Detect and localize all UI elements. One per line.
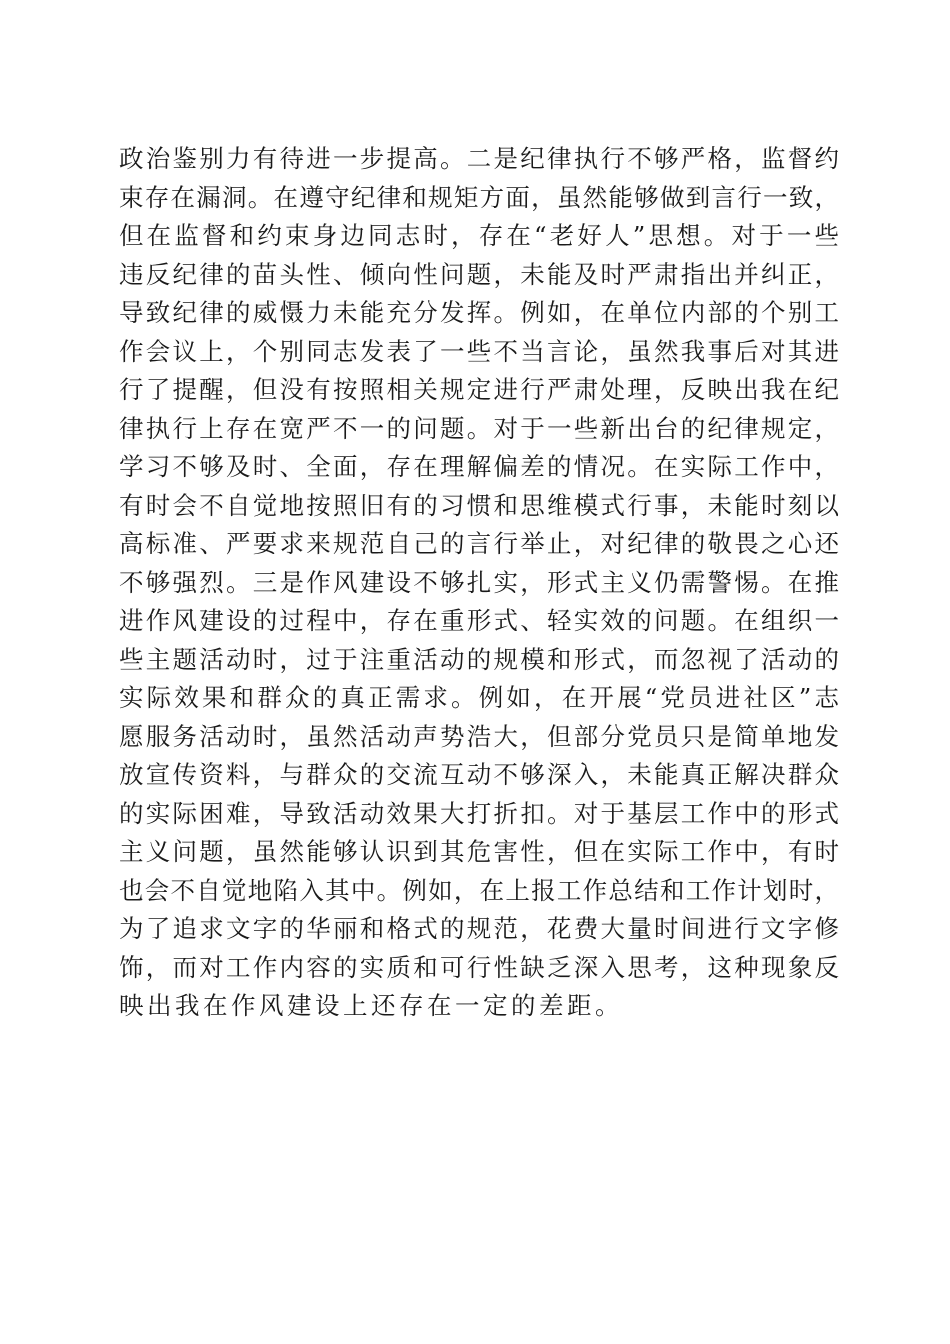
text-line: 行了提醒，但没有按照相关规定进行严肃处理，反映出我在纪 — [119, 375, 839, 404]
text-line: 有时会不自觉地按照旧有的习惯和思维模式行事，未能时刻以 — [119, 490, 839, 520]
text-line: 为了追求文字的华丽和格式的规范，花费大量时间进行文字修 — [119, 914, 839, 943]
text-line: 的实际困难，导致活动效果大打折扣。对于基层工作中的形式 — [119, 798, 839, 828]
text-line: 政治鉴别力有待进一步提高。二是纪律执行不够严格，监督约 — [119, 144, 839, 173]
text-line: 些主题活动时，过于注重活动的规模和形式，而忽视了活动的 — [119, 644, 839, 674]
text-line: 学习不够及时、全面，存在理解偏差的情况。在实际工作中， — [119, 452, 839, 481]
text-line: 也会不自觉地陷入其中。例如，在上报工作总结和工作计划时， — [119, 875, 839, 905]
text-line: 进作风建设的过程中，存在重形式、轻实效的问题。在组织一 — [119, 606, 839, 635]
body-paragraph — [119, 140, 839, 1026]
text-line: 律执行上存在宽严不一的问题。对于一些新出台的纪律规定， — [119, 413, 839, 443]
text-line: 导致纪律的威慑力未能充分发挥。例如，在单位内部的个别工 — [119, 298, 839, 327]
text-line: 高标准、严要求来规范自己的言行举止，对纪律的敬畏之心还 — [119, 529, 839, 558]
text-line: 饰，而对工作内容的实质和可行性缺乏深入思考，这种现象反 — [119, 952, 839, 982]
text-line: 主义问题，虽然能够认识到其危害性，但在实际工作中，有时 — [119, 837, 839, 866]
text-line: 但在监督和约束身边同志时，存在“老好人”思想。对于一些 — [119, 221, 839, 250]
text-line-last: 映出我在作风建设上还存在一定的差距。 — [119, 991, 623, 1020]
text-line: 作会议上，个别同志发表了一些不当言论，虽然我事后对其进 — [119, 336, 839, 366]
text-line: 不够强烈。三是作风建设不够扎实，形式主义仍需警惕。在推 — [119, 567, 839, 597]
text-line: 愿服务活动时，虽然活动声势浩大，但部分党员只是简单地发 — [119, 721, 839, 751]
text-line: 违反纪律的苗头性、倾向性问题，未能及时严肃指出并纠正， — [119, 259, 839, 289]
text-line: 实际效果和群众的真正需求。例如，在开展“党员进社区”志 — [119, 683, 839, 712]
text-line: 束存在漏洞。在遵守纪律和规矩方面，虽然能够做到言行一致， — [119, 182, 839, 212]
text-line: 放宣传资料，与群众的交流互动不够深入，未能真正解决群众 — [119, 760, 839, 789]
